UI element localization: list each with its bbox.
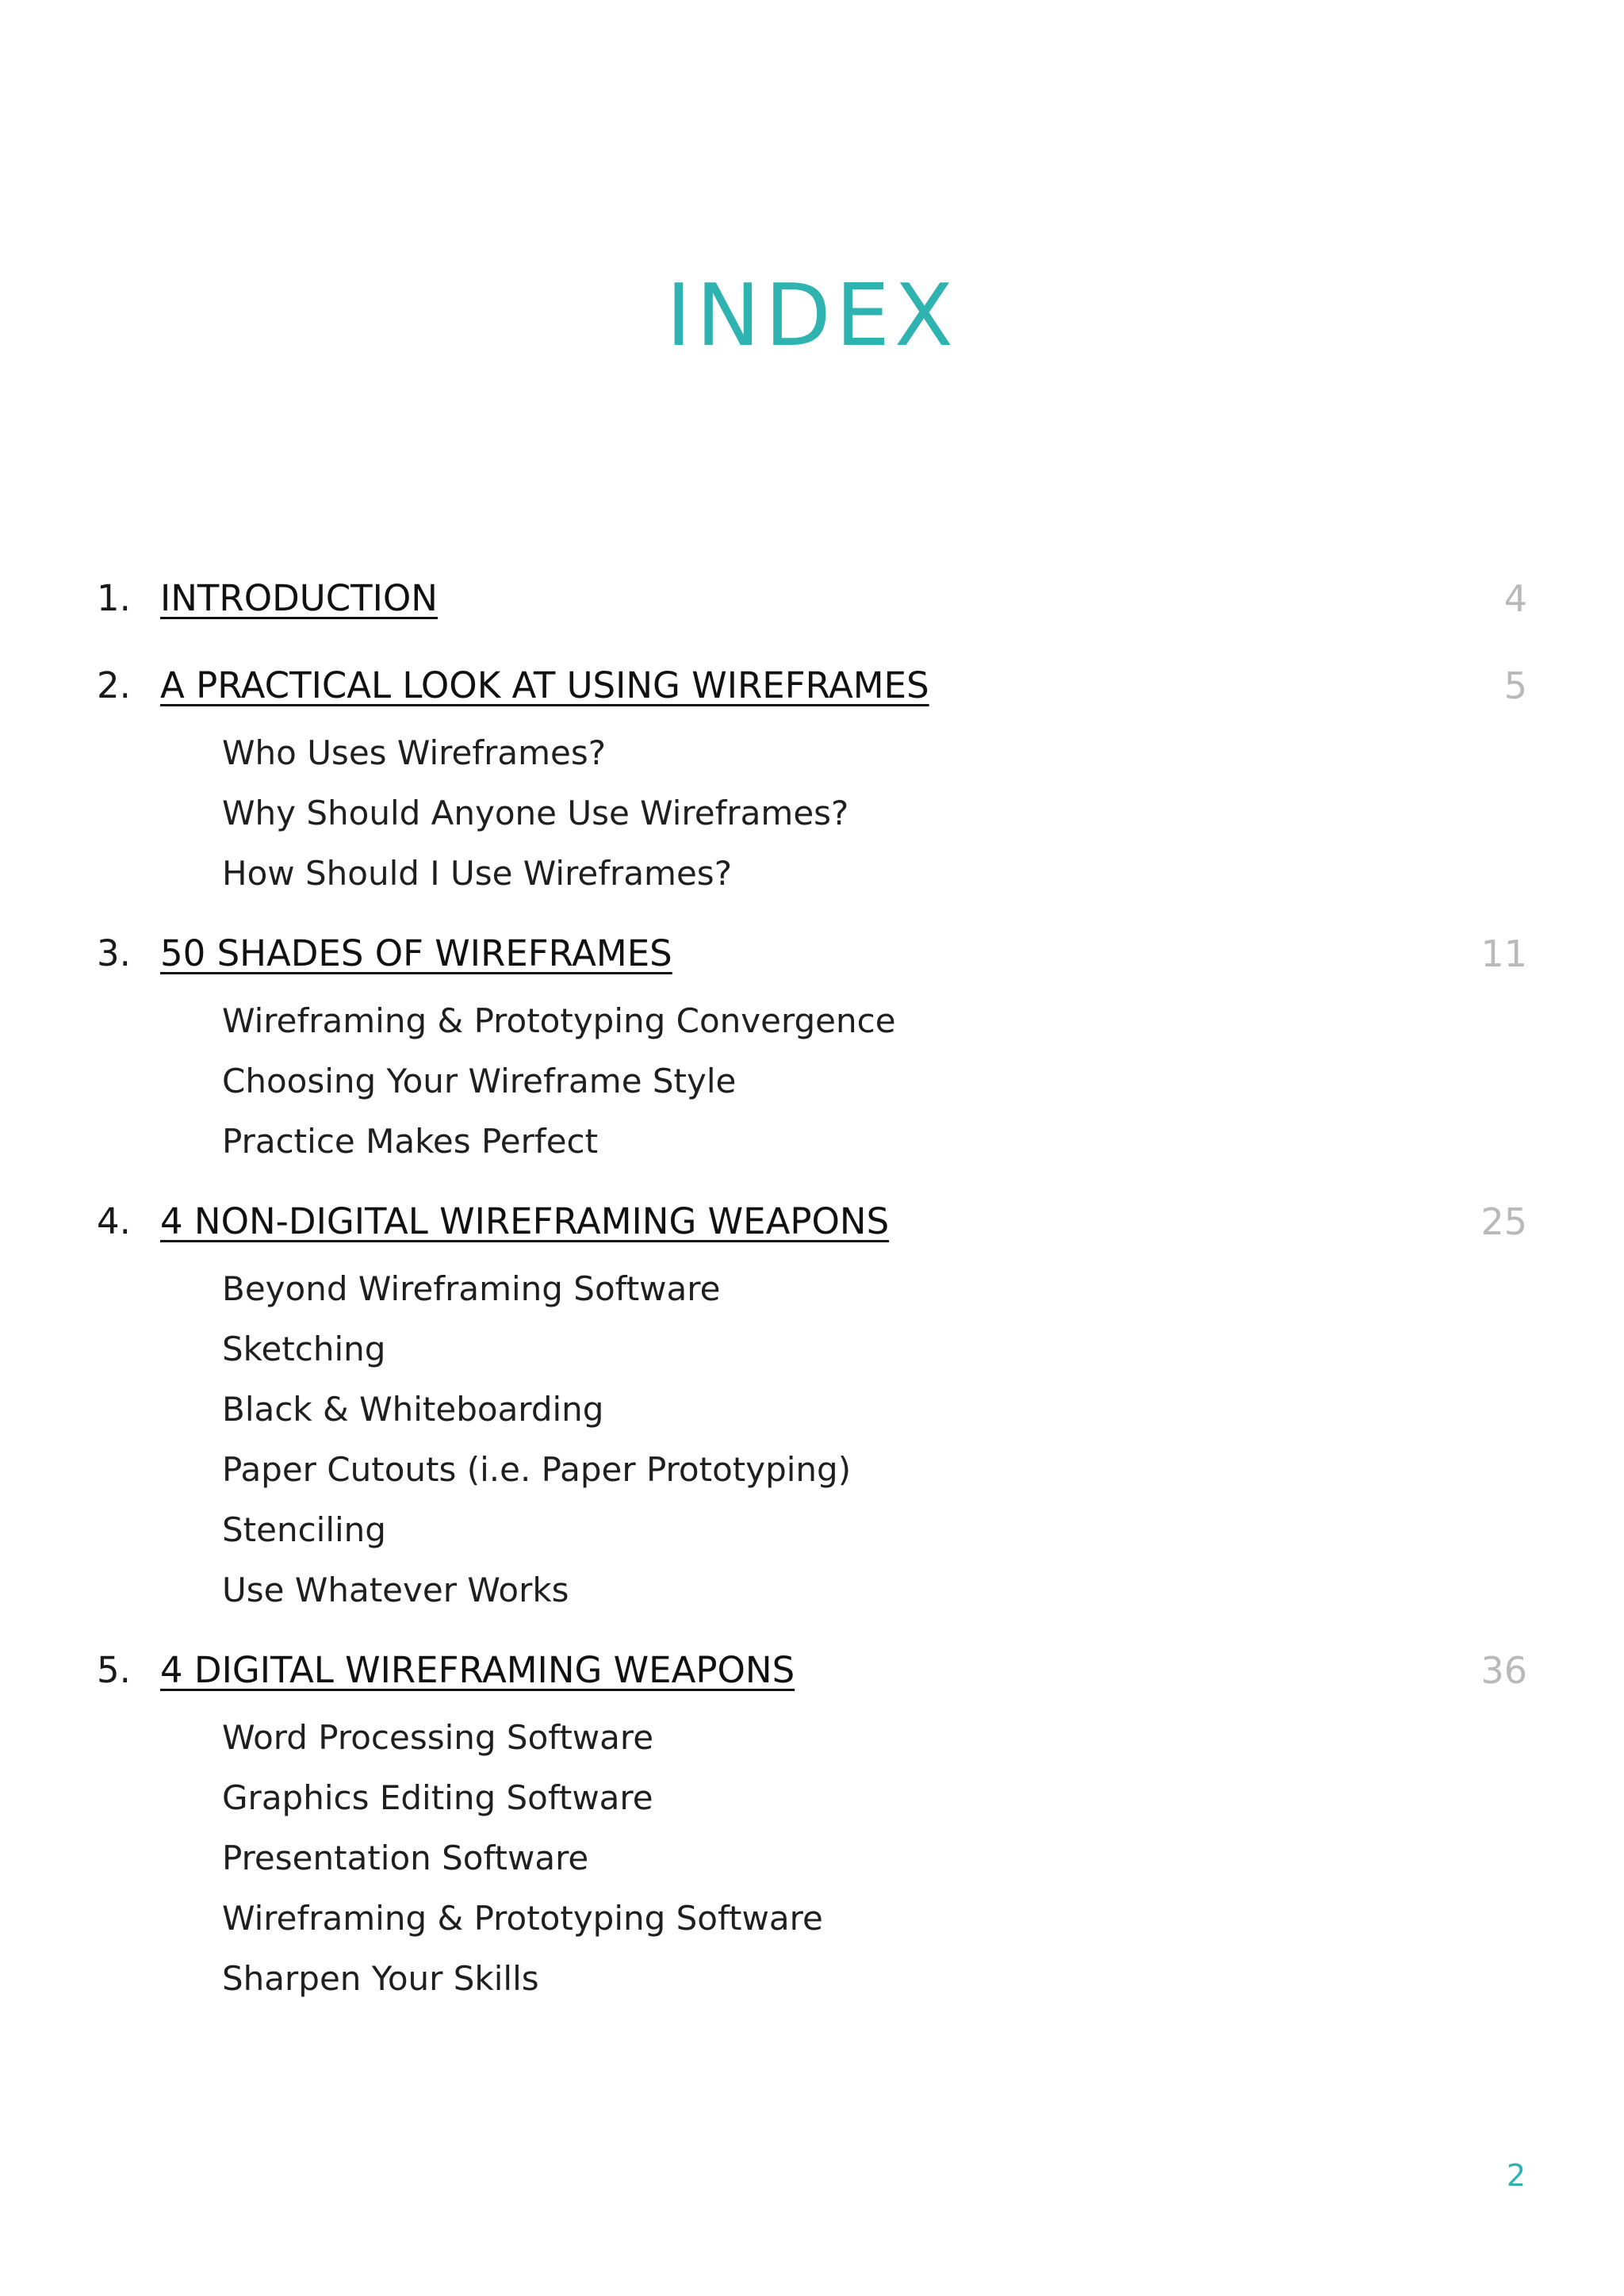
- chapter-number: 5.: [97, 1649, 131, 1691]
- subsection-item: Beyond Wireframing Software: [222, 1269, 721, 1308]
- table-of-contents: [0, 571, 1624, 2009]
- subsection-item: Who Uses Wireframes?: [222, 733, 607, 772]
- chapter-number: 4.: [97, 1200, 131, 1242]
- chapter-link-digital-weapons[interactable]: 4 DIGITAL WIREFRAMING WEAPONS: [160, 1649, 795, 1691]
- subsection-item: Wireframing & Prototyping Convergence: [222, 1001, 896, 1040]
- page-number: 2: [1506, 2158, 1526, 2193]
- chapter-number: 3.: [97, 932, 131, 974]
- subsection-list: [0, 1259, 1624, 1621]
- subsection-list: [0, 1708, 1624, 2009]
- subsection-item: Black & Whiteboarding: [222, 1390, 604, 1429]
- subsection-item: Presentation Software: [222, 1839, 589, 1877]
- subsection-list: [0, 991, 1624, 1172]
- chapter-number: 2.: [97, 664, 131, 706]
- chapter-page-number: 4: [1503, 577, 1527, 620]
- chapter-page-number: 11: [1480, 932, 1527, 975]
- subsection-item: Stenciling: [222, 1510, 386, 1549]
- chapter-link-practical-look[interactable]: A PRACTICAL LOOK AT USING WIREFRAMES: [160, 664, 929, 706]
- subsection-list: [0, 723, 1624, 904]
- chapter-page-number: 25: [1480, 1200, 1527, 1243]
- subsection-item: Choosing Your Wireframe Style: [222, 1062, 737, 1100]
- subsection-item: Practice Makes Perfect: [222, 1122, 599, 1161]
- chapter-50-shades: [0, 926, 1624, 1172]
- subsection-item: Why Should Anyone Use Wireframes?: [222, 794, 849, 832]
- chapter-row: [0, 571, 1624, 636]
- chapter-row: [0, 1643, 1624, 1708]
- chapter-link-introduction[interactable]: INTRODUCTION: [160, 577, 438, 619]
- page-title: INDEX: [665, 266, 959, 365]
- chapter-page-number: 5: [1503, 664, 1527, 707]
- chapter-introduction: [0, 571, 1624, 636]
- chapter-page-number: 36: [1480, 1649, 1527, 1692]
- chapter-row: [0, 926, 1624, 991]
- subsection-item: Wireframing & Prototyping Software: [222, 1899, 823, 1938]
- subsection-item: Sketching: [222, 1330, 386, 1368]
- chapter-link-50-shades[interactable]: 50 SHADES OF WIREFRAMES: [160, 932, 672, 974]
- subsection-item: How Should I Use Wireframes?: [222, 854, 732, 893]
- chapter-non-digital-weapons: [0, 1194, 1624, 1621]
- chapter-number: 1.: [97, 577, 131, 619]
- chapter-link-non-digital-weapons[interactable]: 4 NON-DIGITAL WIREFRAMING WEAPONS: [160, 1200, 890, 1242]
- subsection-item: Use Whatever Works: [222, 1571, 569, 1609]
- subsection-item: Graphics Editing Software: [222, 1778, 653, 1817]
- chapter-digital-weapons: [0, 1643, 1624, 2009]
- subsection-item: Paper Cutouts (i.e. Paper Prototyping): [222, 1450, 852, 1489]
- subsection-item: Word Processing Software: [222, 1718, 654, 1757]
- subsection-item: Sharpen Your Skills: [222, 1959, 539, 1998]
- chapter-practical-look: [0, 658, 1624, 904]
- chapter-row: [0, 1194, 1624, 1259]
- chapter-row: [0, 658, 1624, 723]
